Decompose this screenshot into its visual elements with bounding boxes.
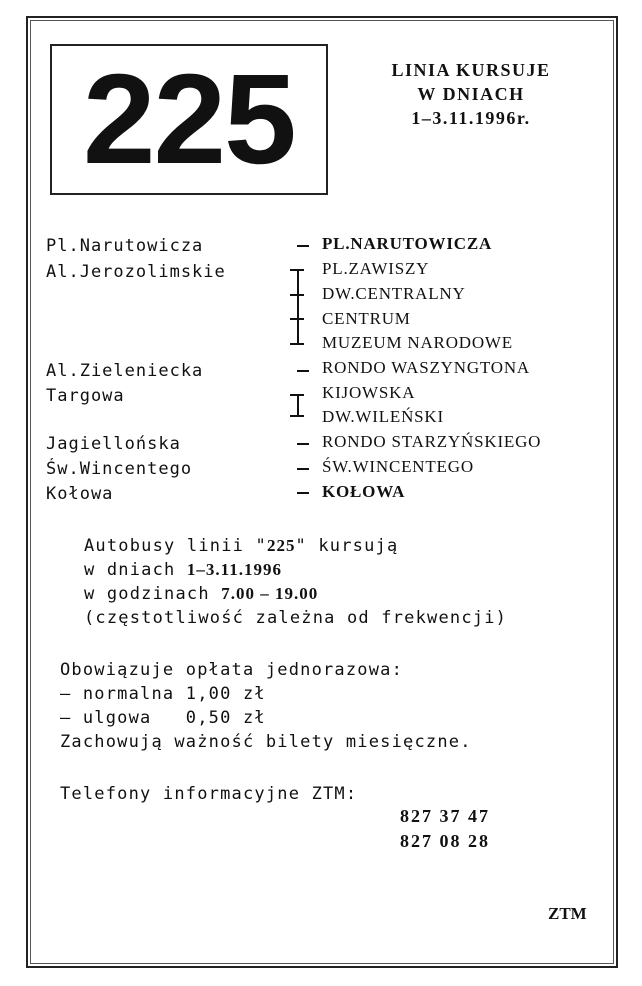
route-tick [290, 394, 304, 396]
fares-line-1: Obowiązuje opłata jednorazowa: [60, 660, 404, 680]
schedule-line-1 [84, 534, 507, 558]
fares-line-2: – normalna 1,00 zł [60, 684, 266, 704]
route-tick [290, 318, 304, 320]
schedule-line-2 [84, 558, 507, 582]
street-name: Targowa [46, 386, 125, 406]
dates-line-3: 1–3.11.1996r. [411, 108, 531, 128]
stop-name: PL.NARUTOWICZA [322, 234, 493, 253]
stop-name: DW.CENTRALNY [322, 284, 466, 303]
schedule-text: w dniach [84, 560, 187, 580]
route-bracket [297, 394, 299, 416]
stop-name: RONDO WASZYNGTONA [322, 358, 531, 377]
stop-name: PL.ZAWISZY [322, 259, 430, 278]
route-dash [297, 245, 309, 247]
schedule-line-4: (częstotliwość zależna od frekwencji) [84, 608, 508, 628]
schedule-hours: 7.00 – 19.00 [221, 584, 319, 603]
street-name: Św.Wincentego [46, 459, 193, 479]
route-tick [290, 343, 304, 345]
stop-name: KOŁOWA [322, 482, 406, 501]
schedule-text: Autobusy linii " [84, 536, 267, 556]
fares-line-4: Zachowują ważność bilety miesięczne. [60, 732, 472, 752]
schedule-text: w godzinach [84, 584, 222, 604]
route-tick [290, 294, 304, 296]
dates-line-1: LINIA KURSUJE [391, 60, 551, 80]
schedule-dates: 1–3.11.1996 [186, 560, 282, 579]
fares-line-3: – ulgowa 0,50 zł [60, 708, 266, 728]
phone-number: 827 08 28 [400, 831, 490, 851]
phone-number: 827 37 47 [400, 806, 490, 826]
street-name: Pl.Narutowicza [46, 236, 204, 256]
line-number-box [50, 44, 328, 195]
dates-line-2: W DNIACH [417, 84, 525, 104]
stop-name: ŚW.WINCENTEGO [322, 457, 474, 476]
stop-name: MUZEUM NARODOWE [322, 333, 513, 352]
fares-block [60, 658, 472, 754]
street-name: Jagiellońska [46, 434, 181, 454]
stop-name: DW.WILEŃSKI [322, 407, 444, 426]
schedule-text: " kursują [295, 536, 399, 556]
signature: ZTM [548, 904, 587, 923]
route-dash [297, 443, 309, 445]
line-number-inline: 225 [266, 536, 296, 555]
route-dash [297, 468, 309, 470]
street-name: Al.Zieleniecka [46, 361, 204, 381]
dates-header [366, 58, 576, 130]
street-name: Kołowa [46, 484, 114, 504]
route-dash [297, 492, 309, 494]
schedule-block [84, 534, 507, 630]
route-tick [290, 415, 304, 417]
schedule-line-3 [84, 582, 507, 606]
stop-name: RONDO STARZYŃSKIEGO [322, 432, 542, 451]
route-dash [297, 370, 309, 372]
street-name: Al.Jerozolimskie [46, 262, 226, 282]
stop-name: KIJOWSKA [322, 383, 416, 402]
info-label: Telefony informacyjne ZTM: [60, 784, 358, 804]
route-tick [290, 269, 304, 271]
route-bracket [297, 269, 299, 345]
line-number: 225 [83, 47, 295, 191]
stop-name: CENTRUM [322, 309, 411, 328]
